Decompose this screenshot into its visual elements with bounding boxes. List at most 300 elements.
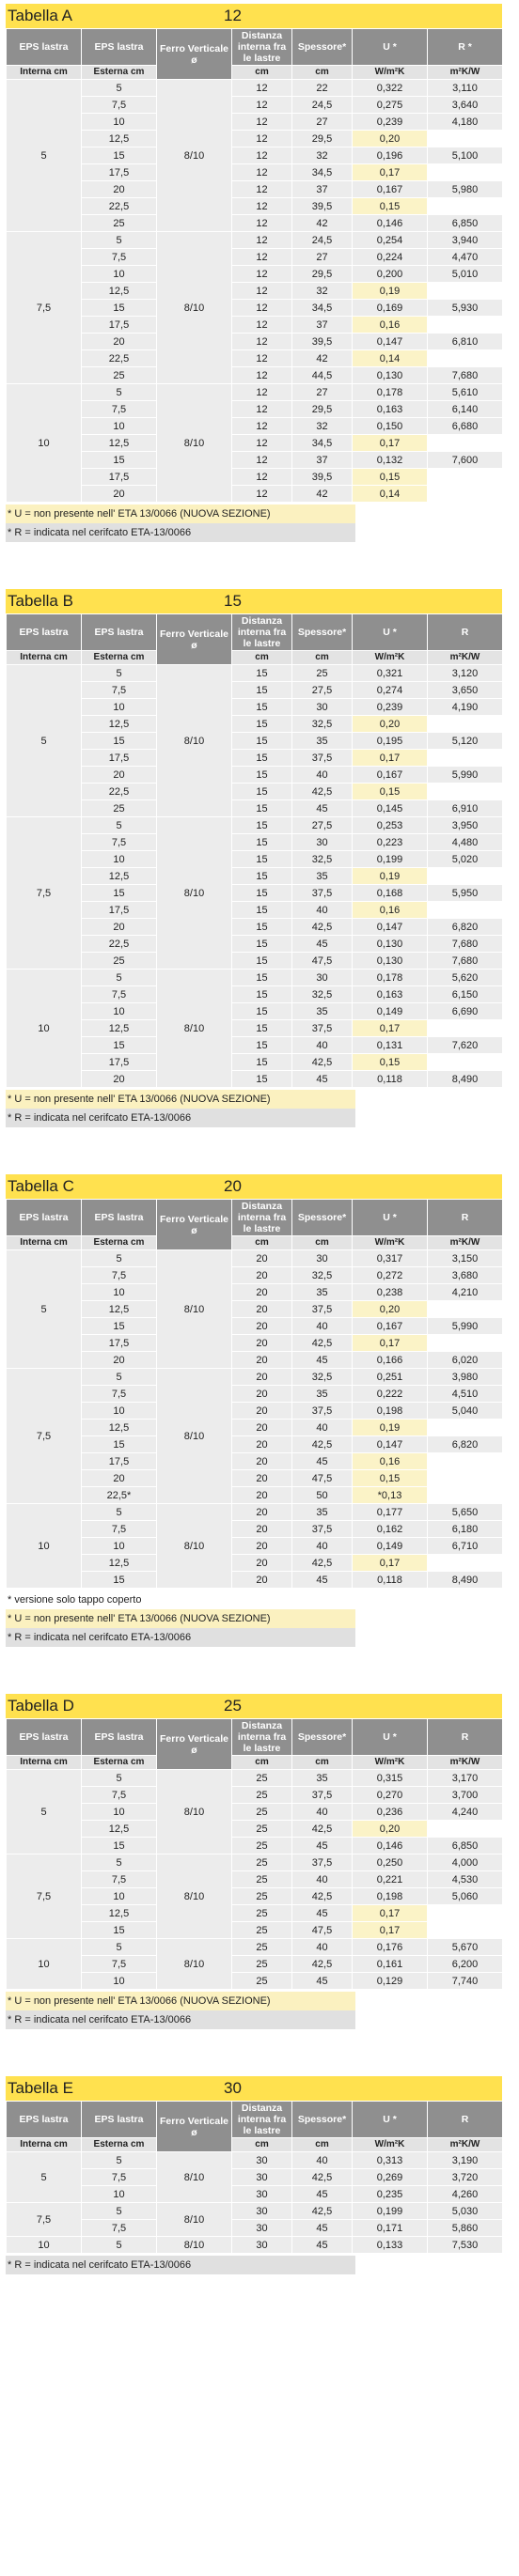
spessore-cell: 45 — [292, 936, 353, 953]
distanza-cell: 20 — [232, 1369, 292, 1386]
distanza-cell: 12 — [232, 131, 292, 147]
spessore-cell: 45 — [292, 2220, 353, 2237]
distanza-cell: 12 — [232, 384, 292, 401]
subheader-cm: cm — [232, 1236, 292, 1250]
note-line: * R = indicata nel cerifcato ETA-13/0066 — [6, 1628, 355, 1647]
table-row — [7, 851, 503, 868]
esterna-cell: 5 — [82, 232, 157, 249]
spessore-cell: 42 — [292, 486, 353, 503]
u-value-cell: 0,17 — [353, 1555, 428, 1572]
header-row — [7, 1200, 503, 1236]
distanza-cell: 15 — [232, 784, 292, 800]
esterna-cell: 22,5 — [82, 784, 157, 800]
u-value-cell: 0,200 — [353, 266, 428, 283]
spessore-cell: 29,5 — [292, 401, 353, 418]
esterna-cell: 7,5 — [82, 2169, 157, 2186]
distanza-cell: 15 — [232, 1037, 292, 1054]
table-row — [7, 300, 503, 317]
ferro-cell: 8/10 — [157, 1770, 232, 1854]
r-value-cell: 6,820 — [428, 919, 503, 936]
esterna-cell: 20 — [82, 1470, 157, 1487]
distanza-cell: 30 — [232, 2237, 292, 2254]
table-row — [7, 2203, 503, 2220]
esterna-cell: 5 — [82, 2237, 157, 2254]
u-value-cell: 0,238 — [353, 1284, 428, 1301]
u-value-cell: 0,130 — [353, 953, 428, 970]
esterna-cell: 5 — [82, 665, 157, 682]
spessore-cell: 42,5 — [292, 1555, 353, 1572]
esterna-cell: 7,5 — [82, 834, 157, 851]
esterna-cell: 12,5 — [82, 1420, 157, 1436]
distanza-cell: 12 — [232, 232, 292, 249]
distanza-cell: 20 — [232, 1352, 292, 1369]
spessore-cell: 37 — [292, 181, 353, 198]
data-table — [6, 1199, 503, 1589]
spessore-cell: 42 — [292, 350, 353, 367]
table-row — [7, 936, 503, 953]
table-row — [7, 1369, 503, 1386]
table-row — [7, 733, 503, 750]
header-distanza: Distanza interna fra le lastre — [232, 2102, 292, 2138]
esterna-cell: 22,5 — [82, 198, 157, 215]
r-value-cell — [428, 1821, 503, 1838]
subheader-row — [7, 1236, 503, 1250]
distanza-cell: 12 — [232, 367, 292, 384]
distanza-cell: 15 — [232, 868, 292, 885]
spessore-cell: 50 — [292, 1487, 353, 1504]
esterna-cell: 10 — [82, 1403, 157, 1420]
r-value-cell: 3,640 — [428, 97, 503, 114]
spessore-cell: 42,5 — [292, 1436, 353, 1453]
table-row — [7, 317, 503, 334]
ferro-cell: 8/10 — [157, 232, 232, 384]
r-value-cell — [428, 716, 503, 733]
header-distanza: Distanza interna fra le lastre — [232, 29, 292, 66]
esterna-cell: 17,5 — [82, 469, 157, 486]
distanza-cell: 20 — [232, 1487, 292, 1504]
r-value-cell: 4,260 — [428, 2186, 503, 2203]
subheader-cm: cm — [232, 1756, 292, 1770]
r-value-cell: 6,820 — [428, 1436, 503, 1453]
table-row — [7, 1521, 503, 1538]
distanza-cell: 15 — [232, 953, 292, 970]
distanza-cell: 30 — [232, 2220, 292, 2237]
u-value-cell: 0,118 — [353, 1071, 428, 1088]
table-title-bar — [6, 1694, 502, 1718]
esterna-cell: 12,5 — [82, 1301, 157, 1318]
spessore-cell: 35 — [292, 1504, 353, 1521]
spessore-cell: 39,5 — [292, 334, 353, 350]
distanza-cell: 15 — [232, 767, 292, 784]
table-row — [7, 164, 503, 181]
spessore-cell: 40 — [292, 1538, 353, 1555]
table-block — [6, 589, 513, 1127]
distanza-cell: 12 — [232, 401, 292, 418]
distanza-cell: 20 — [232, 1538, 292, 1555]
spessore-cell: 27,5 — [292, 682, 353, 699]
distanza-cell: 25 — [232, 1854, 292, 1871]
r-value-cell: 3,950 — [428, 817, 503, 834]
header-spessore: Spessore* — [292, 614, 353, 651]
table-row — [7, 665, 503, 682]
distanza-cell: 15 — [232, 885, 292, 902]
spessore-cell: 45 — [292, 2237, 353, 2254]
spessore-cell: 45 — [292, 1453, 353, 1470]
table-row — [7, 1250, 503, 1267]
r-value-cell: 4,190 — [428, 699, 503, 716]
r-value-cell: 5,100 — [428, 147, 503, 164]
spessore-cell: 42,5 — [292, 919, 353, 936]
esterna-cell: 20 — [82, 334, 157, 350]
r-value-cell: 7,740 — [428, 1973, 503, 1990]
data-table — [6, 28, 503, 503]
interna-cell: 10 — [7, 970, 82, 1088]
r-value-cell: 4,510 — [428, 1386, 503, 1403]
header-eps-interna: EPS lastra — [7, 614, 82, 651]
r-value-cell — [428, 164, 503, 181]
notes — [6, 1591, 513, 1647]
u-value-cell: 0,171 — [353, 2220, 428, 2237]
esterna-cell: 25 — [82, 215, 157, 232]
header-r: R — [428, 1719, 503, 1756]
esterna-cell: 15 — [82, 1922, 157, 1939]
table-row — [7, 1572, 503, 1589]
u-value-cell: 0,269 — [353, 2169, 428, 2186]
esterna-cell: 20 — [82, 486, 157, 503]
u-value-cell: 0,133 — [353, 2237, 428, 2254]
table-row — [7, 232, 503, 249]
distanza-cell: 12 — [232, 317, 292, 334]
header-r: R — [428, 1200, 503, 1236]
spessore-cell: 39,5 — [292, 198, 353, 215]
distanza-cell: 12 — [232, 469, 292, 486]
esterna-cell: 10 — [82, 266, 157, 283]
esterna-cell: 10 — [82, 1538, 157, 1555]
distanza-cell: 30 — [232, 2186, 292, 2203]
table-row — [7, 953, 503, 970]
distanza-cell: 20 — [232, 1335, 292, 1352]
table-row — [7, 215, 503, 232]
header-ferro: Ferro Verticale ø — [157, 29, 232, 80]
table-row — [7, 1020, 503, 1037]
table-title-bar — [6, 4, 502, 28]
interna-cell: 10 — [7, 2237, 82, 2254]
r-value-cell — [428, 435, 503, 452]
ferro-cell: 8/10 — [157, 970, 232, 1088]
ferro-cell: 8/10 — [157, 1250, 232, 1369]
esterna-cell: 15 — [82, 733, 157, 750]
interna-cell: 7,5 — [7, 1854, 82, 1939]
r-value-cell — [428, 469, 503, 486]
table-title-bar — [6, 1174, 502, 1199]
distanza-cell: 20 — [232, 1420, 292, 1436]
r-value-cell: 3,190 — [428, 2152, 503, 2169]
subheader-u-unit: W/m²K — [353, 651, 428, 665]
header-eps-interna: EPS lastra — [7, 1200, 82, 1236]
r-value-cell: 7,600 — [428, 452, 503, 469]
r-value-cell: 5,670 — [428, 1939, 503, 1956]
u-value-cell: 0,15 — [353, 1054, 428, 1071]
distanza-cell: 12 — [232, 147, 292, 164]
subheader-esterna: Esterna cm — [82, 1756, 157, 1770]
spessore-cell: 35 — [292, 733, 353, 750]
table-row — [7, 868, 503, 885]
u-value-cell: 0,17 — [353, 1335, 428, 1352]
spessore-cell: 35 — [292, 1284, 353, 1301]
table-row — [7, 1871, 503, 1888]
distanza-cell: 20 — [232, 1572, 292, 1589]
r-value-cell — [428, 1487, 503, 1504]
u-value-cell: 0,20 — [353, 1301, 428, 1318]
spessore-cell: 24,5 — [292, 97, 353, 114]
u-value-cell: 0,15 — [353, 198, 428, 215]
header-distanza: Distanza interna fra le lastre — [232, 1719, 292, 1756]
u-value-cell: 0,132 — [353, 452, 428, 469]
distanza-cell: 12 — [232, 300, 292, 317]
distanza-cell: 20 — [232, 1403, 292, 1420]
distanza-cell: 25 — [232, 1838, 292, 1854]
r-value-cell: 6,200 — [428, 1956, 503, 1973]
table-name: Tabella B — [8, 592, 73, 610]
subheader-cm: cm — [292, 2138, 353, 2152]
esterna-cell: 25 — [82, 953, 157, 970]
r-value-cell — [428, 198, 503, 215]
u-value-cell: 0,322 — [353, 80, 428, 97]
table-row — [7, 131, 503, 147]
u-value-cell: 0,196 — [353, 147, 428, 164]
esterna-cell: 12,5 — [82, 868, 157, 885]
r-value-cell: 4,480 — [428, 834, 503, 851]
r-value-cell: 3,120 — [428, 665, 503, 682]
table-row — [7, 800, 503, 817]
esterna-cell: 5 — [82, 2152, 157, 2169]
header-u: U * — [353, 29, 428, 66]
ferro-cell: 8/10 — [157, 1369, 232, 1504]
esterna-cell: 5 — [82, 1369, 157, 1386]
header-u: U * — [353, 2102, 428, 2138]
esterna-cell: 5 — [82, 2203, 157, 2220]
spessore-cell: 45 — [292, 1572, 353, 1589]
table-row — [7, 885, 503, 902]
r-value-cell: 7,620 — [428, 1037, 503, 1054]
u-value-cell: 0,17 — [353, 435, 428, 452]
table-name: Tabella D — [8, 1697, 74, 1715]
esterna-cell: 7,5 — [82, 249, 157, 266]
u-value-cell: 0,147 — [353, 919, 428, 936]
table-block — [6, 2076, 513, 2274]
ferro-cell: 8/10 — [157, 1939, 232, 1990]
ferro-cell: 8/10 — [157, 665, 232, 817]
u-value-cell: 0,315 — [353, 1770, 428, 1787]
u-value-cell: 0,163 — [353, 986, 428, 1003]
header-row — [7, 29, 503, 66]
header-eps-esterna: EPS lastra — [82, 2102, 157, 2138]
header-eps-esterna: EPS lastra — [82, 1200, 157, 1236]
header-r: R — [428, 2102, 503, 2138]
spessore-cell: 45 — [292, 2186, 353, 2203]
r-value-cell: 8,490 — [428, 1572, 503, 1589]
table-row — [7, 1973, 503, 1990]
r-value-cell — [428, 283, 503, 300]
u-value-cell: 0,195 — [353, 733, 428, 750]
table-row — [7, 435, 503, 452]
header-eps-esterna: EPS lastra — [82, 614, 157, 651]
esterna-cell: 25 — [82, 367, 157, 384]
subheader-cm: cm — [292, 1756, 353, 1770]
spessore-cell: 45 — [292, 1838, 353, 1854]
distanza-cell: 25 — [232, 1770, 292, 1787]
distanza-cell: 15 — [232, 800, 292, 817]
header-eps-esterna: EPS lastra — [82, 29, 157, 66]
spessore-cell: 32,5 — [292, 716, 353, 733]
r-value-cell — [428, 1905, 503, 1922]
data-table — [6, 2101, 503, 2254]
spessore-cell: 34,5 — [292, 435, 353, 452]
subheader-u-unit: W/m²K — [353, 1756, 428, 1770]
subheader-u-unit: W/m²K — [353, 1236, 428, 1250]
spessore-cell: 37,5 — [292, 1787, 353, 1804]
table-row — [7, 1352, 503, 1369]
subheader-row — [7, 2138, 503, 2152]
table-row — [7, 834, 503, 851]
table-title-bar — [6, 589, 502, 613]
r-value-cell: 5,950 — [428, 885, 503, 902]
spessore-cell: 37,5 — [292, 1521, 353, 1538]
esterna-cell: 10 — [82, 699, 157, 716]
interna-cell: 5 — [7, 80, 82, 232]
u-value-cell: 0,317 — [353, 1250, 428, 1267]
subheader-u-unit: W/m²K — [353, 66, 428, 80]
esterna-cell: 5 — [82, 80, 157, 97]
esterna-cell: 5 — [82, 1770, 157, 1787]
spessore-cell: 37,5 — [292, 750, 353, 767]
r-value-cell: 5,010 — [428, 266, 503, 283]
interna-cell: 5 — [7, 1250, 82, 1369]
distanza-cell: 12 — [232, 114, 292, 131]
u-value-cell: 0,146 — [353, 215, 428, 232]
table-row — [7, 1854, 503, 1871]
u-value-cell: 0,235 — [353, 2186, 428, 2203]
spessore-cell: 30 — [292, 699, 353, 716]
u-value-cell: 0,15 — [353, 469, 428, 486]
distanza-cell: 20 — [232, 1301, 292, 1318]
distanza-cell: 20 — [232, 1284, 292, 1301]
u-value-cell: 0,131 — [353, 1037, 428, 1054]
header-distanza: Distanza interna fra le lastre — [232, 614, 292, 651]
subheader-cm: cm — [292, 66, 353, 80]
spessore-cell: 37,5 — [292, 885, 353, 902]
spessore-cell: 42,5 — [292, 784, 353, 800]
header-spessore: Spessore* — [292, 29, 353, 66]
esterna-cell: 7,5 — [82, 97, 157, 114]
r-value-cell — [428, 1420, 503, 1436]
table-row — [7, 1071, 503, 1088]
distanza-cell: 12 — [232, 215, 292, 232]
r-value-cell: 6,140 — [428, 401, 503, 418]
ferro-cell: 8/10 — [157, 1854, 232, 1939]
r-value-cell: 4,530 — [428, 1871, 503, 1888]
table-row — [7, 902, 503, 919]
distanza-cell: 20 — [232, 1386, 292, 1403]
spessore-cell: 25 — [292, 665, 353, 682]
table-row — [7, 198, 503, 215]
table-row — [7, 1487, 503, 1504]
r-value-cell — [428, 1020, 503, 1037]
spessore-cell: 42,5 — [292, 1054, 353, 1071]
table-row — [7, 418, 503, 435]
r-value-cell — [428, 350, 503, 367]
subheader-cm: cm — [292, 651, 353, 665]
esterna-cell: 12,5 — [82, 716, 157, 733]
r-value-cell: 3,720 — [428, 2169, 503, 2186]
r-value-cell: 3,150 — [428, 1250, 503, 1267]
distanza-cell: 15 — [232, 682, 292, 699]
r-value-cell: 7,680 — [428, 953, 503, 970]
r-value-cell: 5,990 — [428, 767, 503, 784]
table-row — [7, 716, 503, 733]
u-value-cell: 0,20 — [353, 716, 428, 733]
u-value-cell: 0,199 — [353, 2203, 428, 2220]
table-row — [7, 80, 503, 97]
esterna-cell: 10 — [82, 1003, 157, 1020]
table-block — [6, 1174, 513, 1647]
header-ferro: Ferro Verticale ø — [157, 2102, 232, 2152]
header-row — [7, 614, 503, 651]
subheader-r-unit: m²K/W — [428, 2138, 503, 2152]
table-number: 25 — [224, 1697, 242, 1715]
u-value-cell: 0,118 — [353, 1572, 428, 1589]
esterna-cell: 20 — [82, 919, 157, 936]
distanza-cell: 12 — [232, 164, 292, 181]
u-value-cell: 0,253 — [353, 817, 428, 834]
table-block — [6, 1694, 513, 2029]
r-value-cell — [428, 1555, 503, 1572]
ferro-cell: 8/10 — [157, 2237, 232, 2254]
table-row — [7, 1555, 503, 1572]
distanza-cell: 20 — [232, 1250, 292, 1267]
distanza-cell: 15 — [232, 919, 292, 936]
note-line: * versione solo tappo coperto — [6, 1591, 355, 1609]
esterna-cell: 15 — [82, 1037, 157, 1054]
table-number: 12 — [224, 7, 242, 24]
subheader-u-unit: W/m²K — [353, 2138, 428, 2152]
r-value-cell — [428, 1301, 503, 1318]
table-row — [7, 1838, 503, 1854]
u-value-cell: 0,147 — [353, 1436, 428, 1453]
esterna-cell: 17,5 — [82, 317, 157, 334]
u-value-cell: 0,168 — [353, 885, 428, 902]
distanza-cell: 12 — [232, 452, 292, 469]
u-value-cell: 0,17 — [353, 1905, 428, 1922]
r-value-cell: 3,170 — [428, 1770, 503, 1787]
spessore-cell: 42,5 — [292, 1956, 353, 1973]
u-value-cell: 0,275 — [353, 97, 428, 114]
r-value-cell — [428, 1335, 503, 1352]
esterna-cell: 10 — [82, 418, 157, 435]
spessore-cell: 29,5 — [292, 266, 353, 283]
r-value-cell: 5,030 — [428, 2203, 503, 2220]
esterna-cell: 17,5 — [82, 164, 157, 181]
distanza-cell: 15 — [232, 817, 292, 834]
u-value-cell: 0,14 — [353, 350, 428, 367]
table-row — [7, 266, 503, 283]
u-value-cell: 0,130 — [353, 367, 428, 384]
u-value-cell: 0,19 — [353, 868, 428, 885]
r-value-cell — [428, 1922, 503, 1939]
distanza-cell: 25 — [232, 1821, 292, 1838]
u-value-cell: 0,17 — [353, 1922, 428, 1939]
distanza-cell: 15 — [232, 986, 292, 1003]
